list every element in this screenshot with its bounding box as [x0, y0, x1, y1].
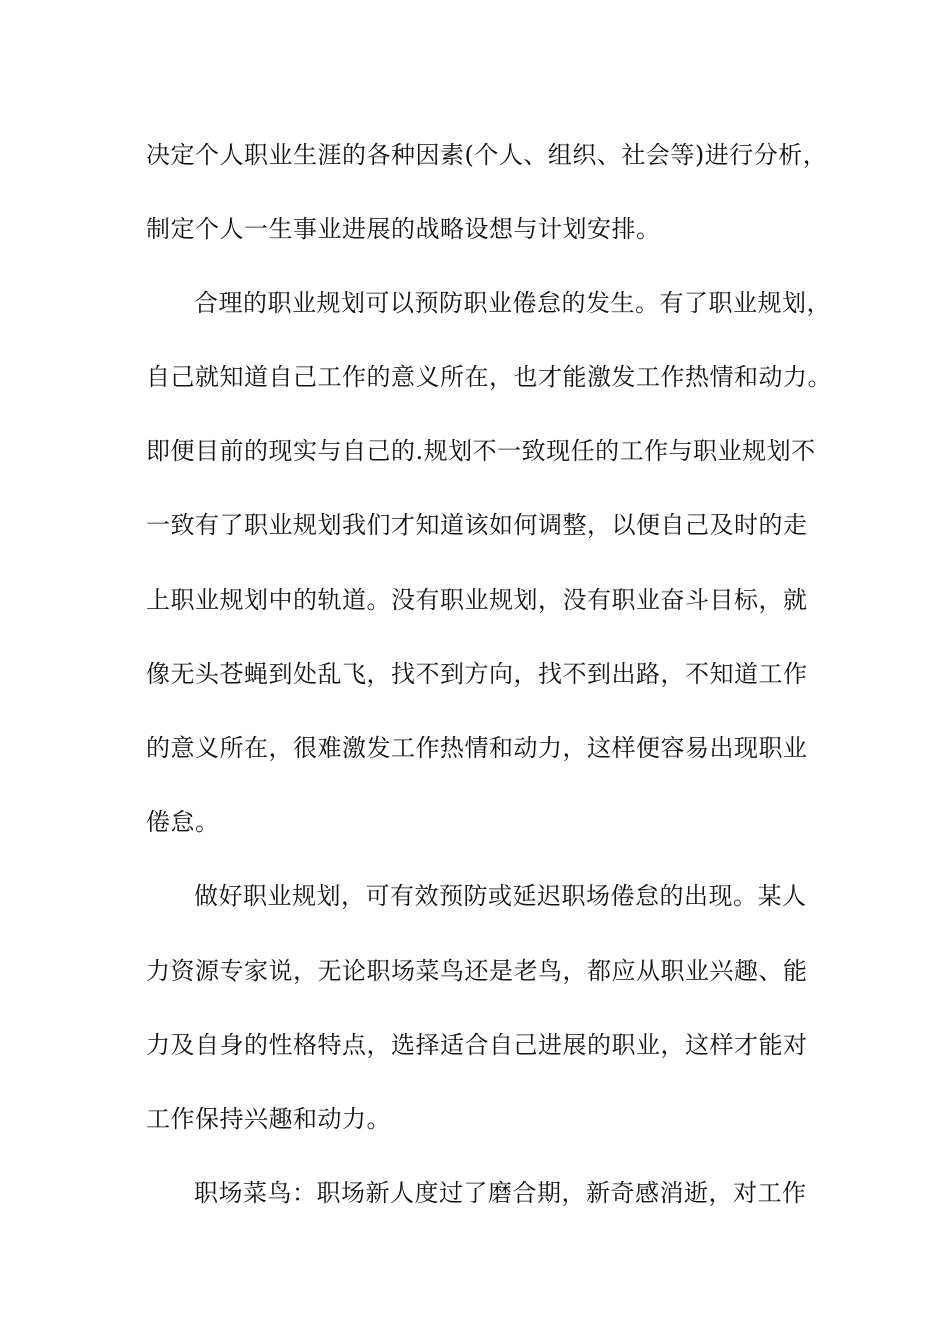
text-line: 即便目前的现实与自己的.规划不一致现任的工作与职业规划不 — [146, 437, 816, 465]
text-line: 自己就知道自己工作的意义所在，也才能激发工作热情和动力。 — [146, 363, 832, 391]
text-line: 倦怠。 — [146, 808, 220, 836]
text-line: 制定个人一生事业进展的战略设想与计划安排。 — [146, 215, 661, 243]
text-line: 像无头苍蝇到处乱飞，找不到方向，找不到出路，不知道工作 — [146, 660, 808, 688]
text-line: 一致有了职业规划我们才知道该如何调整，以便自己及时的走 — [146, 511, 808, 539]
text-line: 的意义所在，很难激发工作热情和动力，这样便容易出现职业 — [146, 734, 808, 762]
text-line: 上职业规划中的轨道。没有职业规划，没有职业奋斗目标，就 — [146, 586, 808, 614]
text-line: 决定个人职业生涯的各种因素(个人、组织、社会等)进行分析， — [146, 141, 828, 169]
paragraph-first-line: 职场菜鸟：职场新人度过了磨合期，新奇感消逝，对工作 — [194, 1179, 807, 1207]
paragraph-first-line: 合理的职业规划可以预防职业倦怠的发生。有了职业规划， — [194, 289, 831, 317]
text-line: 力资源专家说，无论职场菜鸟还是老鸟，都应从职业兴趣、能 — [146, 957, 808, 985]
text-line: 工作保持兴趣和动力。 — [146, 1105, 391, 1133]
paragraph-first-line: 做好职业规划，可有效预防或延迟职场倦怠的出现。某人 — [194, 882, 807, 910]
text-line: 力及自身的性格特点，选择适合自己进展的职业，这样才能对 — [146, 1031, 808, 1059]
